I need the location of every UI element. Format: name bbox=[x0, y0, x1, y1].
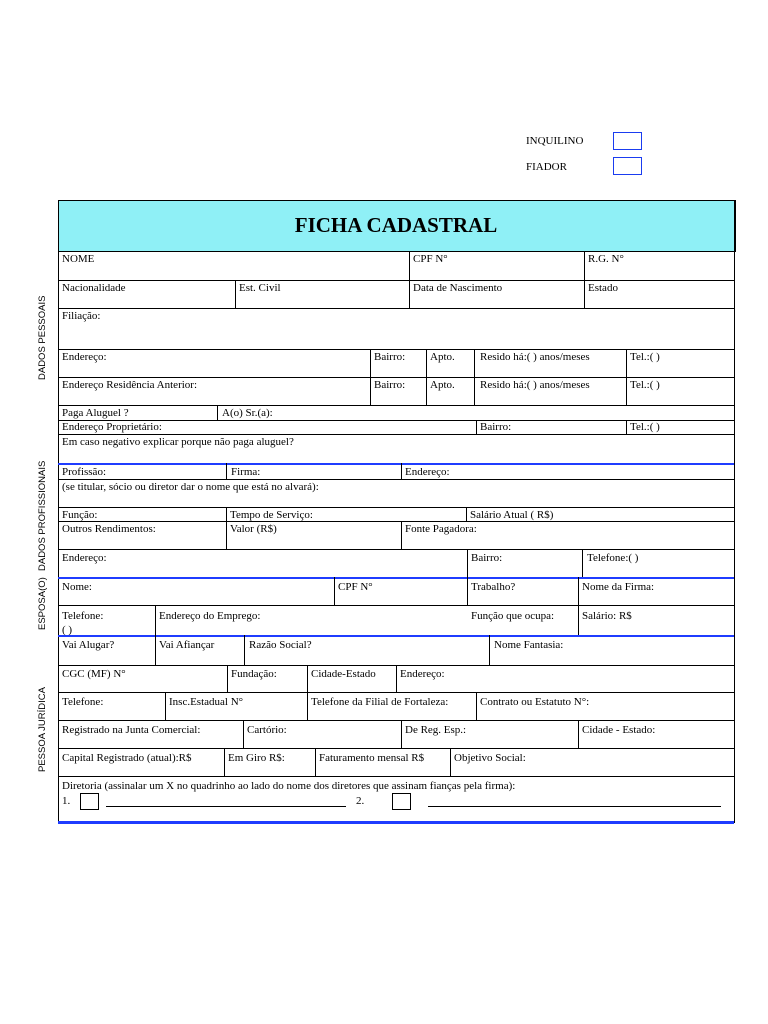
field-tel-paren-conjuge: ( ) bbox=[62, 624, 73, 636]
field-salario-atual: Salário Atual ( R$) bbox=[470, 509, 554, 521]
field-nome: NOME bbox=[62, 253, 95, 265]
field-trabalho: Trabalho? bbox=[471, 581, 516, 593]
field-ao-sr: A(o) Sr.(a): bbox=[222, 407, 273, 419]
field-est-civil: Est. Civil bbox=[239, 282, 281, 294]
field-fundacao: Fundação: bbox=[231, 668, 277, 680]
diretor-2-number: 2. bbox=[356, 795, 365, 807]
field-tel-proprietario: Tel.:( ) bbox=[630, 421, 660, 433]
field-apto: Apto. bbox=[430, 351, 455, 363]
field-firma: Firma: bbox=[231, 466, 261, 478]
field-salario-conjuge: Salário: R$ bbox=[582, 610, 632, 622]
field-endereco-trabalho: Endereço: bbox=[62, 552, 107, 564]
field-paga-aluguel: Paga Aluguel ? bbox=[62, 407, 129, 419]
field-telefone-filial: Telefone da Filial de Fortaleza: bbox=[311, 696, 449, 708]
fiador-label: FIADOR bbox=[526, 161, 567, 173]
field-profissao: Profissão: bbox=[62, 466, 106, 478]
field-cartorio: Cartório: bbox=[247, 724, 287, 736]
field-endereco: Endereço: bbox=[62, 351, 107, 363]
field-em-giro: Em Giro R$: bbox=[228, 752, 285, 764]
field-fonte-pagadora: Fonte Pagadora: bbox=[405, 523, 477, 535]
side-label-dados-pessoais: DADOS PESSOAIS bbox=[37, 295, 48, 380]
field-apto-anterior: Apto. bbox=[430, 379, 455, 391]
field-insc-estadual: Insc.Estadual N° bbox=[169, 696, 244, 708]
fiador-checkbox[interactable] bbox=[613, 157, 642, 175]
field-data-nascimento: Data de Nascimento bbox=[413, 282, 503, 294]
field-diretoria: Diretoria (assinalar um X no quadrinho ao lado do nome dos diretores que assinam fianças pela firma): bbox=[62, 780, 516, 792]
side-label-dados-profissionais: DADOS PROFISSIONAIS bbox=[37, 460, 48, 571]
field-filiacao: Filiação: bbox=[62, 310, 101, 322]
field-nacionalidade: Nacionalidade bbox=[62, 282, 126, 294]
field-bairro-trabalho: Bairro: bbox=[471, 552, 503, 564]
field-capital: Capital Registrado (atual):R$ bbox=[62, 752, 192, 764]
field-tel: Tel.:( ) bbox=[630, 351, 660, 363]
diretor-1-number: 1. bbox=[62, 795, 71, 807]
field-razao-social: Razão Social? bbox=[249, 639, 312, 651]
field-faturamento: Faturamento mensal R$ bbox=[319, 752, 425, 764]
field-cpf: CPF N° bbox=[413, 253, 448, 265]
field-nome-firma: Nome da Firma: bbox=[582, 581, 655, 593]
field-rg: R.G. N° bbox=[588, 253, 624, 265]
field-nome-fantasia: Nome Fantasia: bbox=[494, 639, 564, 651]
field-vai-alugar: Vai Alugar? bbox=[62, 639, 115, 651]
diretor-1-line[interactable] bbox=[106, 806, 346, 807]
field-cgc: CGC (MF) N° bbox=[62, 668, 126, 680]
field-de-reg: De Reg. Esp.: bbox=[405, 724, 467, 736]
field-telefone-empresa: Telefone: bbox=[62, 696, 104, 708]
field-bairro-proprietario: Bairro: bbox=[480, 421, 512, 433]
field-endereco-anterior: Endereço Residência Anterior: bbox=[62, 379, 198, 391]
diretor-1-checkbox[interactable] bbox=[80, 793, 99, 810]
field-endereco-empresa: Endereço: bbox=[400, 668, 445, 680]
field-objetivo-social: Objetivo Social: bbox=[454, 752, 526, 764]
field-tempo-servico: Tempo de Serviço: bbox=[230, 509, 313, 521]
field-telefone-trabalho: Telefone:( ) bbox=[587, 552, 639, 564]
field-se-titular: (se titular, sócio ou diretor dar o nome que está no alvará): bbox=[62, 481, 319, 493]
diretor-2-checkbox[interactable] bbox=[392, 793, 411, 810]
field-bairro: Bairro: bbox=[374, 351, 406, 363]
field-valor: Valor (R$) bbox=[230, 523, 277, 535]
inquilino-label: INQUILINO bbox=[526, 135, 584, 147]
field-nome-conjuge: Nome: bbox=[62, 581, 92, 593]
right-border bbox=[734, 200, 735, 823]
field-bairro-anterior: Bairro: bbox=[374, 379, 406, 391]
diretor-2-line[interactable] bbox=[428, 806, 721, 807]
field-endereco-emprego: Endereço do Emprego: bbox=[159, 610, 261, 622]
field-resido-anterior: Resido há:( ) anos/meses bbox=[480, 379, 590, 391]
field-estado: Estado bbox=[588, 282, 618, 294]
side-label-esposa: ESPOSA(O) bbox=[37, 577, 48, 630]
field-cpf-conjuge: CPF N° bbox=[338, 581, 373, 593]
field-vai-afiancar: Vai Afiançar bbox=[159, 639, 215, 651]
field-cidade-estado: Cidade-Estado bbox=[311, 668, 376, 680]
field-cidade-estado-empresa: Cidade - Estado: bbox=[582, 724, 656, 736]
field-tel-anterior: Tel.:( ) bbox=[630, 379, 660, 391]
left-border bbox=[58, 200, 59, 823]
field-telefone-conjuge: Telefone: bbox=[62, 610, 104, 622]
field-endereco-profissional: Endereço: bbox=[405, 466, 450, 478]
field-registrado: Registrado na Junta Comercial: bbox=[62, 724, 201, 736]
field-resido: Resido há:( ) anos/meses bbox=[480, 351, 590, 363]
inquilino-checkbox[interactable] bbox=[613, 132, 642, 150]
field-funcao-ocupa: Função que ocupa: bbox=[471, 610, 555, 622]
side-label-pessoa-juridica: PESSOA JURÍDICA bbox=[37, 687, 48, 772]
form-title: FICHA CADASTRAL bbox=[294, 213, 498, 237]
field-endereco-proprietario: Endereço Proprietário: bbox=[62, 421, 162, 433]
field-contrato: Contrato ou Estatuto N°: bbox=[480, 696, 590, 708]
field-outros-rendimentos: Outros Rendimentos: bbox=[62, 523, 156, 535]
field-funcao: Função: bbox=[62, 509, 98, 521]
field-caso-negativo: Em caso negativo explicar porque não paga aluguel? bbox=[62, 436, 294, 448]
